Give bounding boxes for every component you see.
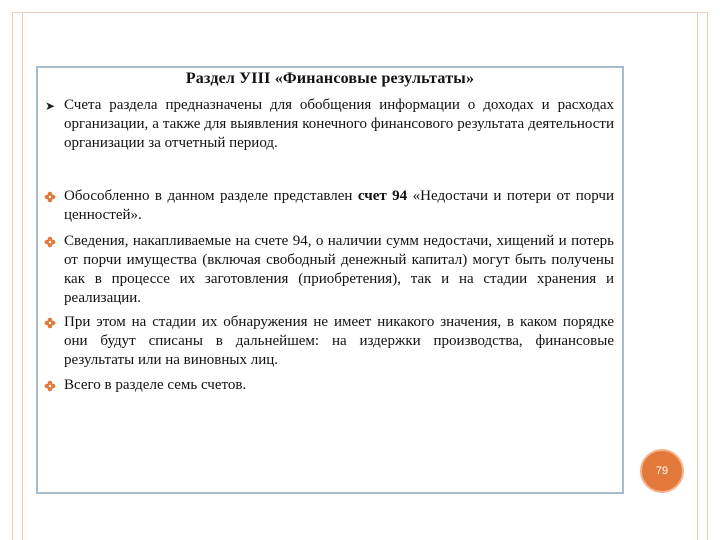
flower-bullet-icon — [43, 316, 57, 330]
list-item: Счета раздела предназначены для обобщения информации о доходах и расходах организации, а также для выявления конечного финансового результата деятельности организации за отчетный период. — [64, 97, 614, 151]
frame-left-line — [22, 12, 23, 540]
chevron-bullet-icon: ➤ — [44, 99, 56, 113]
account-94-text: счет 94 — [357, 188, 408, 204]
flower-bullet-icon — [43, 379, 57, 393]
list-item: Сведения, накапливаемые на счете 94, о наличии сумм недостачи, хищений и потерь от порчи имущества (включая свободный денежный капитал) могут быть получены как в процессе их заготовления (приобретения), так и на стадии хранения и реализации. — [64, 233, 614, 306]
flower-bullet-icon — [43, 235, 57, 249]
list-item: При этом на стадии их обнаружения не имеет никакого значения, в каком порядке они будут списаны в дальнейшем: на издержки производства, финансовые результаты или на виновных лиц. — [64, 314, 614, 368]
flower-bullet-icon — [43, 190, 57, 204]
frame-right-line — [697, 12, 698, 540]
item-text: «Недостачи и потери от порчи ценностей». — [64, 188, 614, 223]
item-text: Обособленно в данном разделе представлен — [64, 188, 358, 204]
slide-title: Раздел УIII «Финансовые результаты» — [185, 70, 475, 87]
list-item: Всего в разделе семь счетов. — [64, 377, 247, 393]
list-item — [64, 187, 614, 225]
page-number-badge: 79 — [640, 449, 684, 493]
